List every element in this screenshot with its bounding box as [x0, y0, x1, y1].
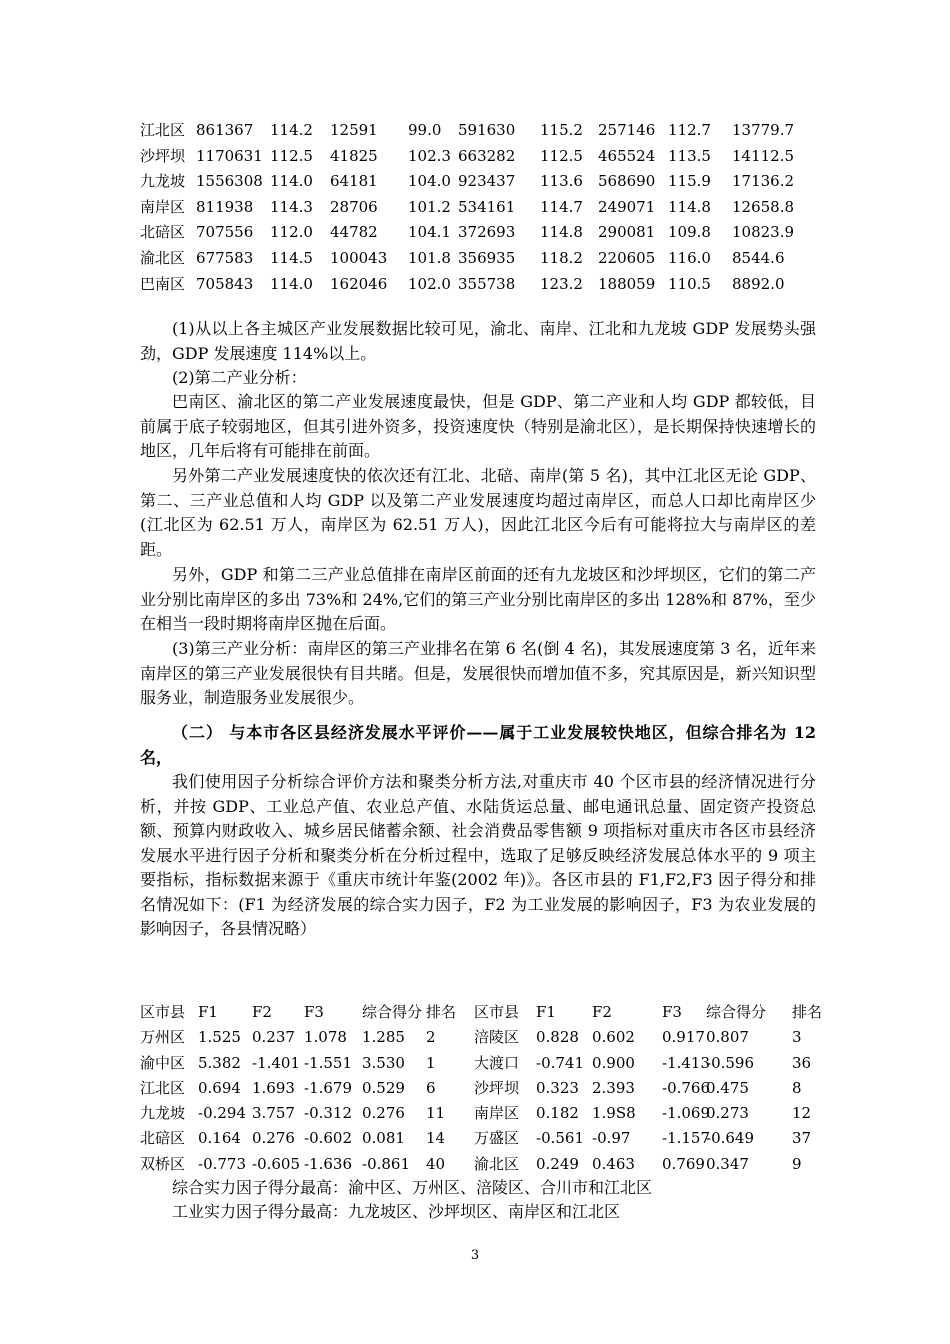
district-cell: 九龙坡: [140, 172, 186, 191]
table-cell: 112.5: [540, 146, 583, 165]
district-cell: 巴南区: [140, 274, 186, 293]
table-cell: 10823.9: [732, 223, 795, 242]
table-cell: 465524: [598, 146, 656, 165]
district-cell: 万盛区: [474, 1129, 520, 1148]
table-cell: -0.766: [662, 1078, 711, 1097]
table-cell: 12658.8: [732, 197, 795, 216]
table-cell: 355738: [458, 274, 516, 293]
district-cell: 涪陵区: [474, 1028, 520, 1047]
table-row: [140, 1101, 820, 1126]
table-cell: 0.237: [252, 1028, 295, 1047]
table-cell: 8892.0: [732, 274, 785, 293]
table-row: [140, 272, 820, 298]
table-cell: 0.694: [198, 1078, 241, 1097]
table-cell: 9: [792, 1154, 802, 1173]
table-cell: 1556308: [196, 172, 263, 191]
table-row: [140, 1025, 820, 1050]
column-header: F1: [198, 1003, 218, 1021]
column-header: 综合得分: [706, 1003, 767, 1021]
table-cell: 11: [426, 1104, 446, 1123]
table-cell: -0.97: [592, 1129, 631, 1148]
table-cell: -0.741: [536, 1053, 585, 1072]
table-cell: 115.2: [540, 121, 583, 139]
table-cell: 162046: [330, 274, 388, 293]
table-cell: 113.6: [540, 172, 583, 191]
table-cell: 41825: [330, 146, 378, 165]
district-industry-table: [140, 118, 820, 297]
table-cell: 257146: [598, 121, 656, 139]
table-cell: 114.0: [270, 274, 313, 293]
table-row: [140, 1126, 820, 1151]
table-cell: 101.8: [408, 248, 451, 267]
table-cell: 112.7: [668, 121, 711, 139]
summary-note-industry: 工业实力因子得分最高：九龙坡区、沙坪坝区、南岸区和江北区: [172, 1202, 621, 1221]
table-cell: 37: [792, 1129, 812, 1148]
table-cell: -0.561: [536, 1129, 585, 1148]
district-cell: 南岸区: [474, 1104, 520, 1123]
table-cell: 0.602: [592, 1028, 635, 1047]
table-cell: 112.5: [270, 146, 313, 165]
table-row: [140, 195, 820, 221]
table-cell: 113.5: [668, 146, 711, 165]
table-cell: 0.529: [362, 1078, 405, 1097]
table-cell: 568690: [598, 172, 656, 191]
table-cell: 3: [792, 1028, 802, 1047]
table-cell: 0.769: [662, 1154, 705, 1173]
table-cell: 14112.5: [732, 146, 795, 165]
table-cell: 591630: [458, 121, 516, 139]
table-row: [140, 1076, 820, 1101]
column-header: 区市县: [140, 1003, 186, 1021]
table-cell: 356935: [458, 248, 516, 267]
table-cell: 17136.2: [732, 172, 795, 191]
table-cell: 0.273: [706, 1104, 749, 1123]
table-cell: 102.0: [408, 274, 451, 293]
table-cell: 114.0: [270, 172, 313, 191]
table-cell: 104.1: [408, 223, 451, 242]
table-cell: 2: [426, 1028, 436, 1047]
table-row: [140, 118, 820, 144]
table-cell: 112.0: [270, 223, 313, 242]
table-cell: 0.917: [662, 1028, 705, 1047]
table-cell: 1.9S8: [592, 1104, 636, 1123]
table-cell: 0.164: [198, 1129, 241, 1148]
table-row: [140, 220, 820, 246]
table-cell: 677583: [196, 248, 254, 267]
table-cell: -0.773: [198, 1154, 247, 1173]
table-cell: -1.401: [252, 1053, 301, 1072]
district-cell: 九龙坡: [140, 1104, 186, 1123]
table-cell: 102.3: [408, 146, 451, 165]
district-cell: 渝中区: [140, 1053, 186, 1072]
table-cell: 811938: [196, 197, 254, 216]
summary-note-overall: 综合实力因子得分最高：渝中区、万州区、涪陵区、合川市和江北区: [172, 1178, 653, 1197]
table-row: [140, 144, 820, 170]
table-cell: -1.069: [662, 1104, 711, 1123]
table-cell: 12: [792, 1104, 812, 1123]
table-cell: 100043: [330, 248, 388, 267]
table-cell: -1.636: [304, 1154, 353, 1173]
table-cell: 0.828: [536, 1028, 579, 1047]
table-cell: 861367: [196, 121, 254, 139]
table-cell: 3.757: [252, 1104, 295, 1123]
table-cell: 188059: [598, 274, 656, 293]
paragraph-secondary-title: (2)第二产业分析：: [172, 368, 307, 387]
table-cell: -0.294: [198, 1104, 247, 1123]
column-header: F2: [252, 1003, 272, 1021]
table-cell: 114.8: [540, 223, 583, 242]
table-cell: 1.078: [304, 1028, 347, 1047]
table-cell: 44782: [330, 223, 378, 242]
table-cell: 1.285: [362, 1028, 405, 1047]
table-cell: 6: [426, 1078, 436, 1097]
table-row: [140, 246, 820, 272]
table-cell: 0.182: [536, 1104, 579, 1123]
table-cell: 114.3: [270, 197, 313, 216]
page-number: 3: [470, 1248, 480, 1263]
district-cell: 沙坪坝: [140, 146, 186, 165]
table-cell: -0.312: [304, 1104, 353, 1123]
table-cell: 28706: [330, 197, 378, 216]
table-cell: 0.475: [706, 1078, 749, 1097]
column-header: 区市县: [474, 1003, 520, 1021]
table-cell: -0.649: [706, 1129, 755, 1148]
district-cell: 南岸区: [140, 197, 186, 216]
table-cell: 0.807: [706, 1028, 749, 1047]
district-cell: 北碚区: [140, 1129, 186, 1148]
table-cell: 5.382: [198, 1053, 241, 1072]
table-cell: 1170631: [196, 146, 263, 165]
district-cell: 沙坪坝: [474, 1078, 520, 1097]
table-cell: 0.900: [592, 1053, 635, 1072]
table-cell: 114.7: [540, 197, 583, 216]
district-cell: 江北区: [140, 121, 186, 139]
table-cell: 13779.7: [732, 121, 795, 139]
column-header: 综合得分: [362, 1003, 423, 1021]
district-cell: 北碚区: [140, 223, 186, 242]
district-cell: 江北区: [140, 1078, 186, 1097]
table-cell: 2.393: [592, 1078, 635, 1097]
district-cell: 万州区: [140, 1028, 186, 1047]
table-cell: 220605: [598, 248, 656, 267]
table-cell: 40: [426, 1154, 446, 1173]
column-header: 排名: [426, 1003, 457, 1021]
column-header: F1: [536, 1003, 556, 1021]
table-cell: 372693: [458, 223, 516, 242]
table-cell: 99.0: [408, 121, 442, 139]
district-cell: 大渡口: [474, 1053, 520, 1072]
paragraph-secondary-analysis: 巴南区、渝北区的第二产业发展速度最快，但是 GDP、第二产业和人均 GDP 都较低，目前属于底子较弱地区，但其引进外资多，投资速度快（特别是渝北区），是长期保持快速增长的地区，几年后将有可能排在前面。: [140, 392, 816, 460]
table-cell: -0.602: [304, 1129, 353, 1148]
table-cell: 114.2: [270, 121, 313, 139]
column-header: F2: [592, 1003, 612, 1021]
table-cell: 114.5: [270, 248, 313, 267]
table-cell: 249071: [598, 197, 656, 216]
table-row: [140, 1051, 820, 1076]
table-cell: 534161: [458, 197, 516, 216]
district-cell: 双桥区: [140, 1154, 186, 1173]
table-cell: 12591: [330, 121, 378, 139]
table-cell: 707556: [196, 223, 254, 242]
table-cell: -1.551: [304, 1053, 353, 1072]
table-cell: -1.157: [662, 1129, 711, 1148]
paragraph-secondary-ranking: 另外第二产业发展速度快的依次还有江北、北碚、南岸(第 5 名)，其中江北区无论 GDP、第二、三产业总值和人均 GDP 以及第二产业发展速度均超过南岸区，而总人口却比南岸区少(江北区为 62.51 万人，南岸区为 62.51 万人)，因此江北区今后有可能将拉大与南岸区的差距。: [140, 466, 816, 559]
table-cell: -0.605: [252, 1154, 301, 1173]
table-cell: 0.276: [252, 1129, 295, 1148]
table-cell: 36: [792, 1053, 812, 1072]
table-cell: 0.347: [706, 1154, 749, 1173]
table-cell: 663282: [458, 146, 516, 165]
table-cell: 0.323: [536, 1078, 579, 1097]
paragraph-tertiary-analysis: (3)第三产业分析：南岸区的第三产业排名在第 6 名(倒 4 名)，其发展速度第 3 名，近年来南岸区的第三产业发展很快有目共睹。但是，发展很快而增加值不多，究其原因是，新兴知识型服务业，制造服务业发展很少。: [140, 639, 816, 707]
table-cell: 115.9: [668, 172, 711, 191]
table-cell: 0.463: [592, 1154, 635, 1173]
table-cell: 14: [426, 1129, 446, 1148]
table-cell: 123.2: [540, 274, 583, 293]
table-cell: 109.8: [668, 223, 711, 242]
table-row: [140, 169, 820, 195]
column-header: F3: [662, 1003, 682, 1021]
table-cell: 923437: [458, 172, 516, 191]
section-heading: （二） 与本市各区县经济发展水平评价——属于工业发展较快地区，但综合排名为 12 名，: [140, 723, 816, 767]
table-cell: 3.530: [362, 1053, 405, 1072]
table-cell: 1.693: [252, 1078, 295, 1097]
table-cell: 104.0: [408, 172, 451, 191]
table-cell: -0.596: [706, 1053, 755, 1072]
table-cell: 8544.6: [732, 248, 785, 267]
table-cell: 101.2: [408, 197, 451, 216]
table-cell: 8: [792, 1078, 802, 1097]
table-cell: -0.861: [362, 1154, 411, 1173]
table-cell: 290081: [598, 223, 656, 242]
paragraph-gdp-comparison: (1)从以上各主城区产业发展数据比较可见，渝北、南岸、江北和九龙坡 GDP 发展势头强劲，GDP 发展速度 114%以上。: [140, 319, 816, 363]
district-cell: 渝北区: [474, 1154, 520, 1173]
table-cell: 0.081: [362, 1129, 405, 1148]
district-cell: 渝北区: [140, 248, 186, 267]
table-cell: 110.5: [668, 274, 711, 293]
table-cell: -1.413: [662, 1053, 711, 1072]
table-cell: 114.8: [668, 197, 711, 216]
table-cell: 705843: [196, 274, 254, 293]
table-cell: 0.249: [536, 1154, 579, 1173]
paragraph-comparison: 另外，GDP 和第二三产业总值排在南岸区前面的还有九龙坡区和沙坪坝区，它们的第二产业分别比南岸区的多出 73%和 24%,它们的第三产业分别比南岸区的多出 128%和 87%，至少在相当一段时期将南岸区抛在后面。: [140, 565, 816, 633]
paragraph-methodology: 我们使用因子分析综合评价方法和聚类分析方法,对重庆市 40 个区市县的经济情况进行分析，并按 GDP、工业总产值、农业总产值、水陆货运总量、邮电通讯总量、固定资产投资总额、预算内财政收入、城乡居民储蓄余额、社会消费品零售额 9 项指标对重庆市各区市县经济发展水平进行因子分析和聚类分析在分析过程中，选取了足够反映经济发展总体水平的 9 项主要指标，指标数据来源于《重庆市统计年鉴(2002 年)》。各区市县的 F1,F2,F3 因子得分和排名情况如下：(F1 为经济发展的综合实力因子，F2 为工业发展的影响因子，F3 为农业发展的影响因子，各县情况略）: [140, 772, 816, 938]
table-cell: 64181: [330, 172, 378, 191]
table-cell: 1.525: [198, 1028, 241, 1047]
table-cell: -1.679: [304, 1078, 353, 1097]
table-header-row: [140, 1000, 823, 1025]
factor-score-table: [140, 1000, 823, 1177]
column-header: 排名: [792, 1003, 823, 1021]
table-cell: 118.2: [540, 248, 583, 267]
table-cell: 0.276: [362, 1104, 405, 1123]
column-header: F3: [304, 1003, 324, 1021]
table-cell: 116.0: [668, 248, 711, 267]
table-row: [140, 1152, 820, 1177]
table-cell: 1: [426, 1053, 436, 1072]
